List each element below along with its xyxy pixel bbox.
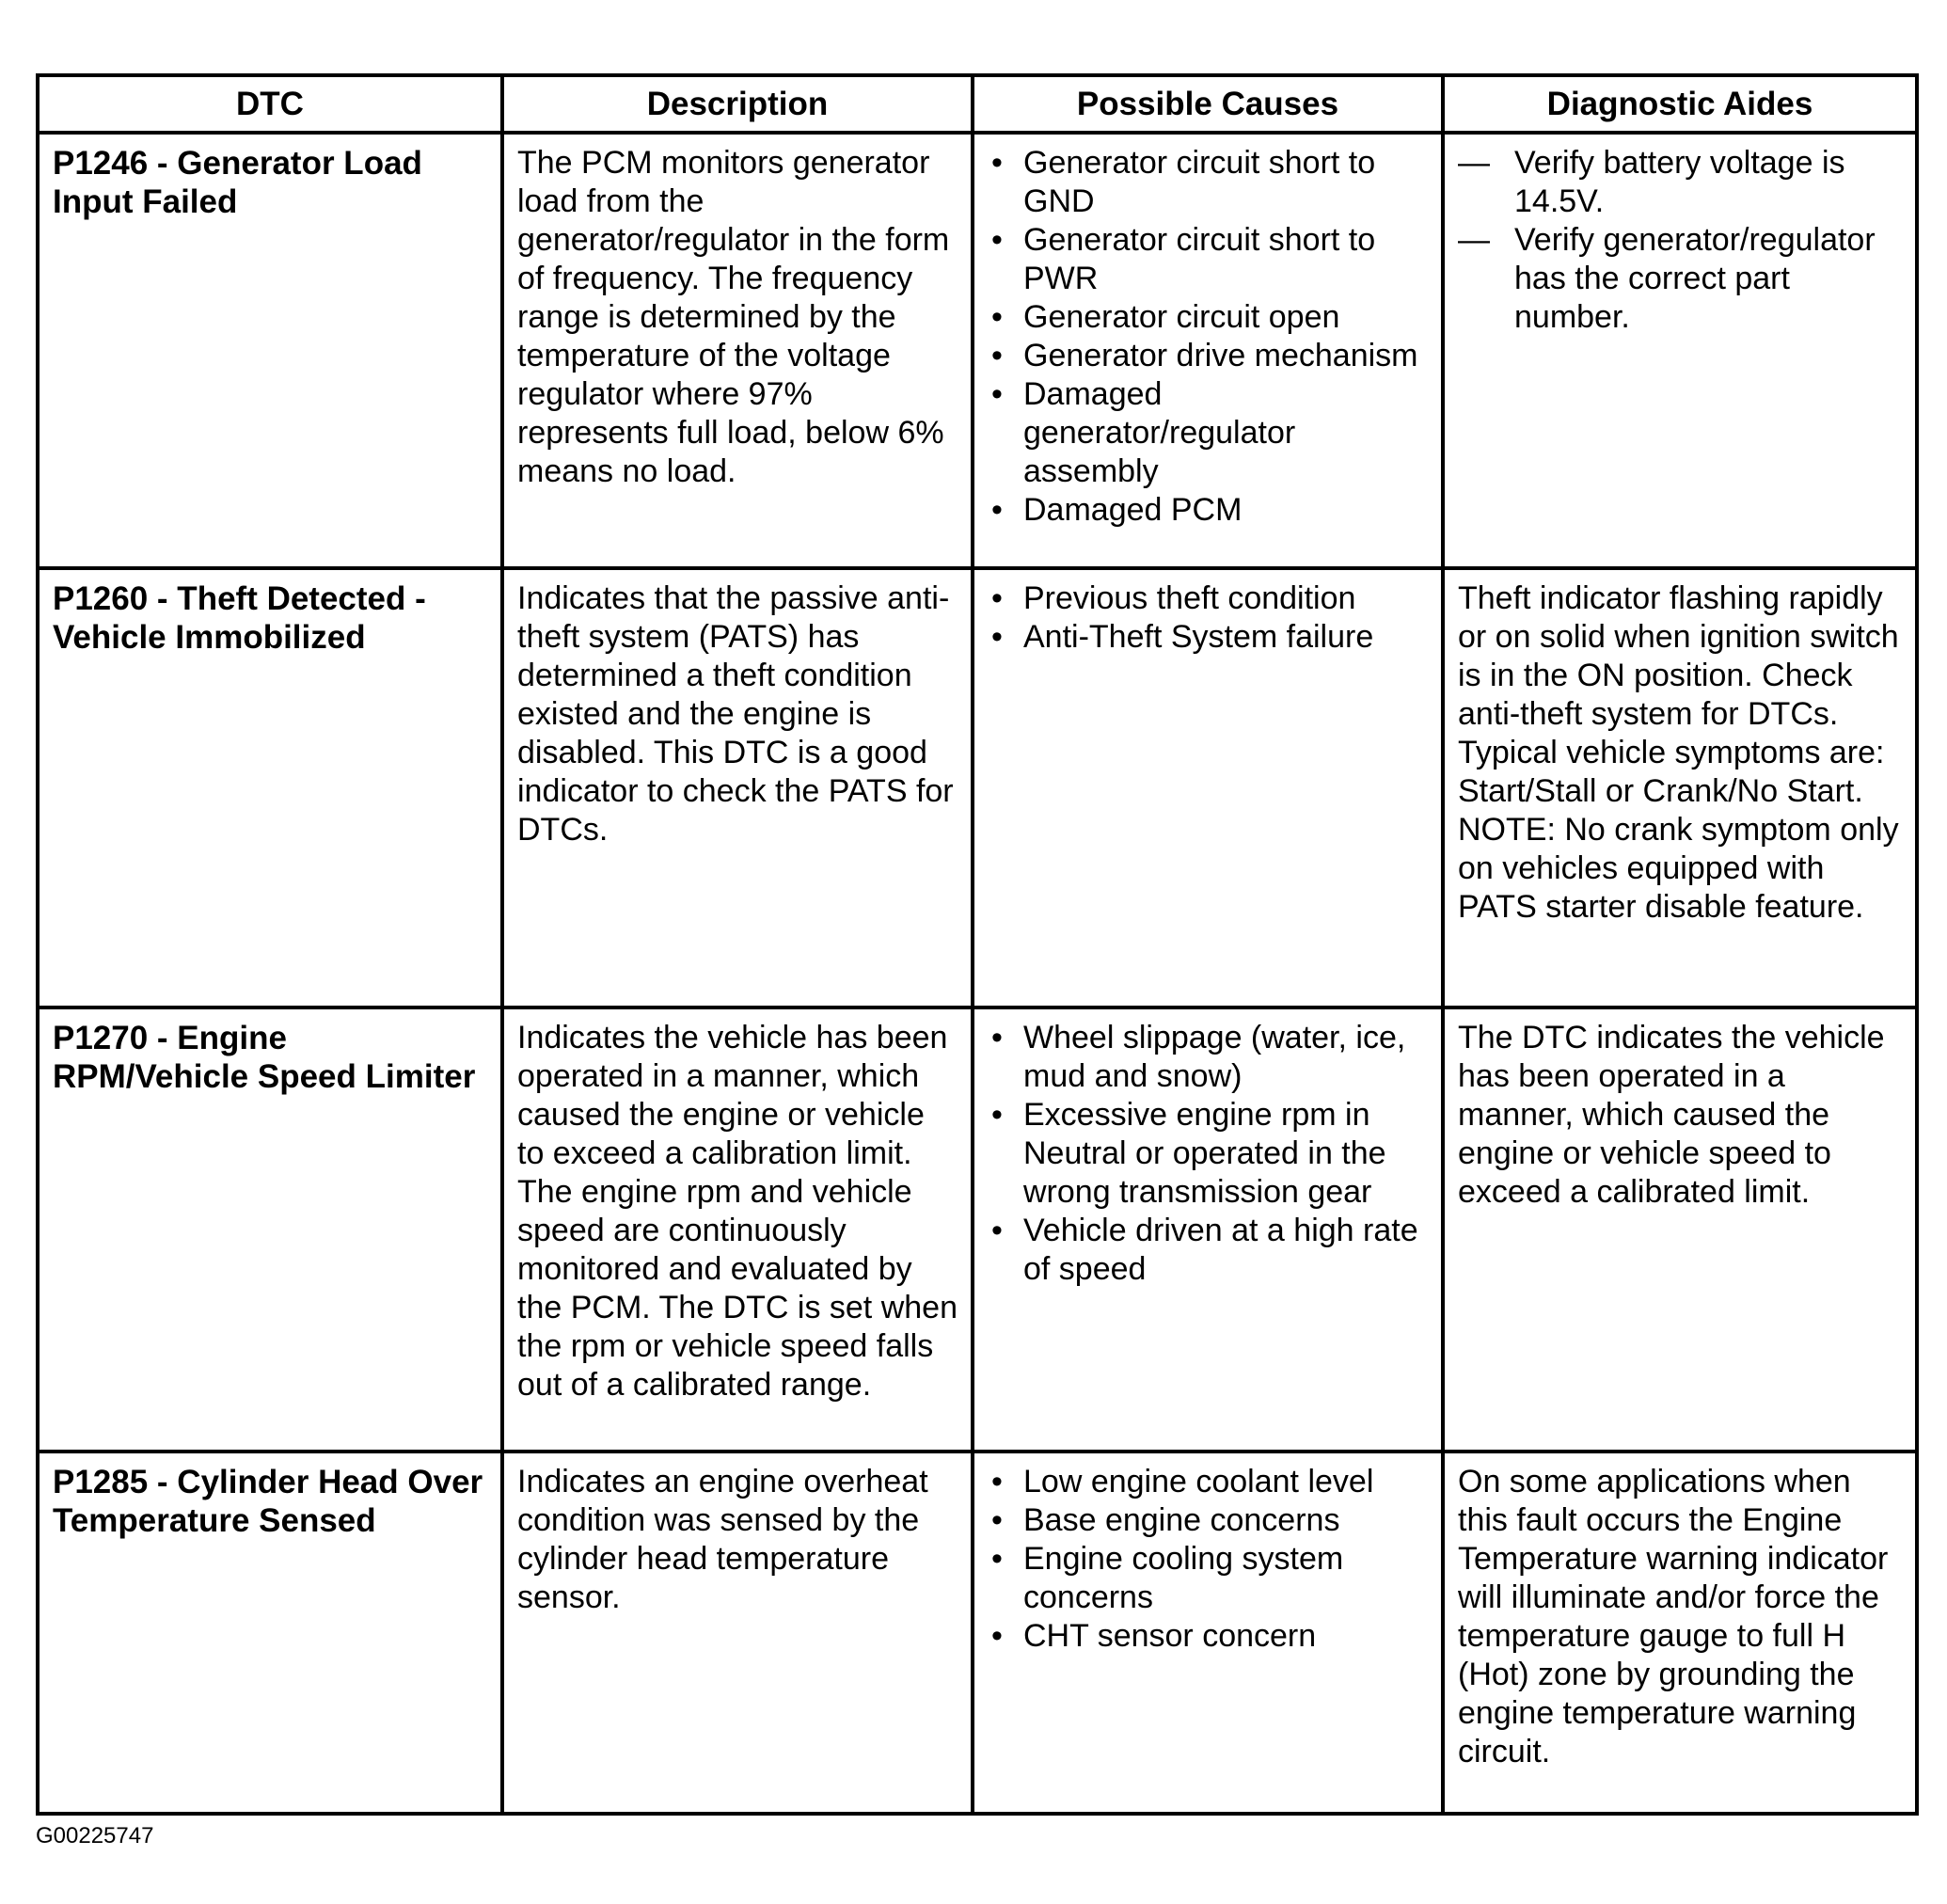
table-row	[38, 1008, 1917, 1452]
description-cell: Indicates that the passive anti-theft system (PATS) has determined a theft condition existed and the engine is disabled. This DTC is a good indicator to check the PATS for DTCs.	[502, 568, 973, 1007]
list-item: • Generator drive mechanism	[988, 337, 1428, 375]
list-item: • Damaged generator/regulator assembly	[988, 375, 1428, 491]
list-item: • Excessive engine rpm in Neutral or operated in the wrong transmission gear	[988, 1096, 1428, 1212]
list-item: • Anti-Theft System failure	[988, 618, 1428, 657]
header-description: Description	[502, 75, 973, 133]
list-item: — Verify battery voltage is 14.5V.	[1458, 144, 1902, 221]
list-item: • Engine cooling system concerns	[988, 1540, 1428, 1617]
causes-cell	[973, 1452, 1443, 1814]
causes-list	[988, 1463, 1428, 1656]
description-cell: The PCM monitors generator load from the generator/regulator in the form of frequency. The frequency range is determined by the temperature of the voltage regulator where 97% represents full load, below 6% means no load.	[502, 133, 973, 568]
causes-cell	[973, 133, 1443, 568]
dtc-code-cell: P1246 - Generator Load Input Failed	[38, 133, 502, 568]
list-item: • CHT sensor concern	[988, 1617, 1428, 1656]
table-row	[38, 133, 1917, 568]
aides-cell: On some applications when this fault occurs the Engine Temperature warning indicator will illuminate and/or force the temperature gauge to full H (Hot) zone by grounding the engine temperature warning circuit.	[1443, 1452, 1917, 1814]
list-item: • Damaged PCM	[988, 491, 1428, 530]
header-diagnostic-aides: Diagnostic Aides	[1443, 75, 1917, 133]
header-possible-causes: Possible Causes	[973, 75, 1443, 133]
causes-list	[988, 579, 1428, 657]
causes-cell	[973, 568, 1443, 1007]
causes-cell	[973, 1008, 1443, 1452]
list-item: • Previous theft condition	[988, 579, 1428, 618]
list-item: • Generator circuit short to GND	[988, 144, 1428, 221]
list-item: • Generator circuit open	[988, 298, 1428, 337]
aides-cell: Theft indicator flashing rapidly or on solid when ignition switch is in the ON position. Check anti-theft system for DTCs. Typical vehicle symptoms are: Start/Stall or Crank/No Start. NOTE: No crank symptom only on vehicles equipped with PATS starter disable feature.	[1443, 568, 1917, 1007]
dtc-code-cell: P1285 - Cylinder Head Over Temperature Sensed	[38, 1452, 502, 1814]
figure-id: G00225747	[36, 1823, 154, 1848]
dtc-table	[36, 73, 1919, 1816]
causes-list	[988, 144, 1428, 530]
table-row	[38, 568, 1917, 1007]
list-item: • Low engine coolant level	[988, 1463, 1428, 1501]
list-item: — Verify generator/regulator has the correct part number.	[1458, 221, 1902, 337]
aides-cell: The DTC indicates the vehicle has been operated in a manner, which caused the engine or vehicle speed to exceed a calibrated limit.	[1443, 1008, 1917, 1452]
description-cell: Indicates an engine overheat condition was sensed by the cylinder head temperature sensor.	[502, 1452, 973, 1814]
list-item: • Vehicle driven at a high rate of speed	[988, 1212, 1428, 1289]
causes-list	[988, 1019, 1428, 1289]
description-cell: Indicates the vehicle has been operated in a manner, which caused the engine or vehicle to exceed a calibration limit. The engine rpm and vehicle speed are continuously monitored and evaluated by the PCM. The DTC is set when the rpm or vehicle speed falls out of a calibrated range.	[502, 1008, 973, 1452]
list-item: • Wheel slippage (water, ice, mud and snow)	[988, 1019, 1428, 1096]
header-dtc: DTC	[38, 75, 502, 133]
dtc-code-cell: P1260 - Theft Detected - Vehicle Immobilized	[38, 568, 502, 1007]
list-item: • Generator circuit short to PWR	[988, 221, 1428, 298]
table-row	[38, 1452, 1917, 1814]
table-header-row	[38, 75, 1917, 133]
aides-list	[1458, 144, 1902, 337]
list-item: • Base engine concerns	[988, 1501, 1428, 1540]
aides-cell	[1443, 133, 1917, 568]
dtc-code-cell: P1270 - Engine RPM/Vehicle Speed Limiter	[38, 1008, 502, 1452]
